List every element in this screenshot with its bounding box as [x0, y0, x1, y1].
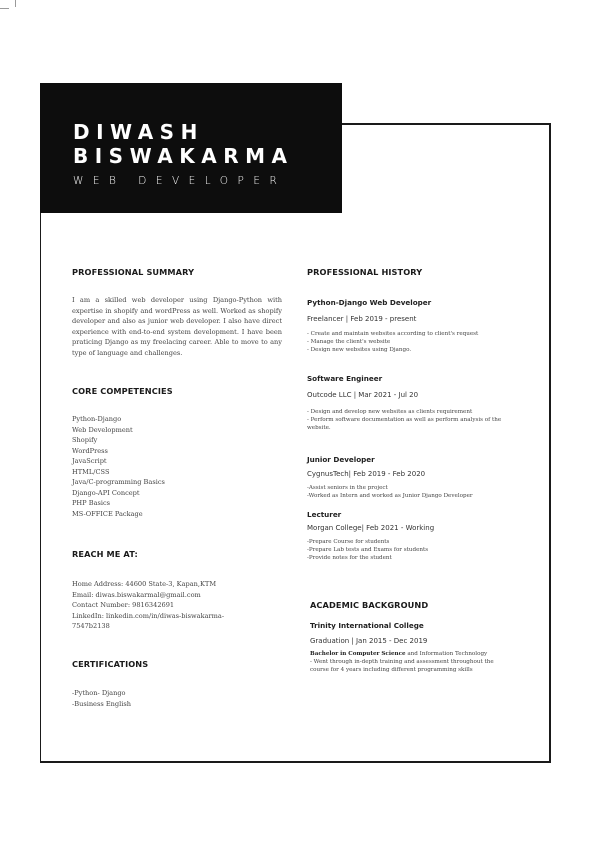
- summary-heading: PROFESSIONAL SUMMARY: [72, 267, 195, 277]
- name-header: [40, 83, 342, 213]
- school-name: Trinity International College: [310, 621, 424, 630]
- list-item: JavaScript: [72, 457, 107, 465]
- job-title-4: Lecturer: [307, 510, 342, 519]
- competencies-heading: CORE COMPETENCIES: [72, 386, 173, 396]
- crop-mark-vertical: [15, 0, 16, 7]
- list-item: Django-API Concept: [72, 488, 140, 497]
- list-item: - Create and maintain websites according to client's request: [307, 331, 479, 337]
- email-text: Email: diwas.biswakarmal@gmail.com: [72, 590, 201, 599]
- list-item: - Design new websites using Django.: [307, 347, 412, 353]
- degree-name: Bachelor in Computer Science: [310, 651, 406, 657]
- last-name: BISWAKARMA: [73, 144, 294, 168]
- list-item: Java/C-programming Basics: [72, 478, 165, 486]
- first-name: DIWASH: [73, 120, 204, 144]
- list-item: - Design and develop new websites as clients requirement: [307, 409, 473, 415]
- list-item: -Worked as Intern and worked as Junior Django Developer: [307, 493, 473, 499]
- job-meta-4: Morgan College| Feb 2021 - Working: [307, 524, 435, 532]
- linkedin-text: LinkedIn: linkedin.com/in/diwas-biswakarma-: [72, 611, 225, 620]
- list-item: MS-OFFICE Package: [72, 509, 143, 518]
- list-item: course for 4 years including different programming skills: [310, 667, 473, 673]
- job-title-1: Python-Django Web Developer: [307, 298, 432, 307]
- education-heading: ACADEMIC BACKGROUND: [310, 600, 429, 610]
- phone-text: Contact Number: 9816342691: [72, 601, 175, 609]
- degree-line: [310, 650, 540, 658]
- competencies-list: [72, 414, 282, 519]
- list-item: PHP Basics: [72, 499, 111, 507]
- list-item: Web Development: [72, 425, 133, 434]
- job-title-2: Software Engineer: [307, 374, 383, 383]
- degree-rest: and Information Technology: [405, 651, 488, 657]
- list-item: -Provide notes for the student: [307, 555, 392, 561]
- job-meta-3: CygnusTech| Feb 2019 - Feb 2020: [307, 470, 426, 478]
- list-item: website.: [307, 425, 331, 431]
- list-item: HTML/CSS: [72, 467, 110, 476]
- job-bullets-3: [307, 484, 537, 500]
- job-bullets-4: [307, 538, 537, 562]
- history-heading: PROFESSIONAL HISTORY: [307, 267, 423, 277]
- certifications-heading: CERTIFICATIONS: [72, 659, 149, 669]
- certifications-list: [72, 688, 282, 709]
- list-item: - Manage the client's website: [307, 339, 391, 345]
- list-item: - Perform software documentation as well as perform analysis of the: [307, 417, 502, 423]
- contact-heading: REACH ME AT:: [72, 549, 138, 559]
- contact-block: [72, 579, 287, 632]
- linkedin-text-cont: 7547b2138: [72, 622, 110, 630]
- job-meta-1: Freelancer | Feb 2019 - present: [307, 315, 417, 323]
- education-meta: Graduation | Jan 2015 - Dec 2019: [310, 637, 428, 645]
- list-item: Python-Django: [72, 415, 122, 423]
- summary-text: I am a skilled web developer using Django-Python with expertise in shopify and wordPress as well. Worked as shopify developer and also as junior web developer. I also have direct experience with end-to-end system development. I have been praticing Django as my freelacing career. Able to move to any type of language and challenges.: [72, 296, 282, 357]
- list-item: -Prepare Lab tests and Exams for students: [307, 547, 429, 553]
- list-item: -Assist seniors in the project: [307, 485, 388, 491]
- job-bullets-1: [307, 330, 537, 354]
- job-bullets-2: [307, 408, 537, 432]
- list-item: WordPress: [72, 446, 108, 455]
- job-meta-2: Outcode LLC | Mar 2021 - Jul 20: [307, 391, 419, 399]
- list-item: -Business English: [72, 699, 131, 708]
- home-address: Home Address: 44600 State-3, Kapan,KTM: [72, 580, 217, 588]
- list-item: -Python- Django: [72, 689, 126, 697]
- list-item: - Went through in-depth training and assessment throughout the: [310, 659, 494, 665]
- education-details: [310, 650, 540, 674]
- crop-mark-horizontal: [0, 8, 9, 9]
- list-item: Shopify: [72, 436, 98, 444]
- list-item: -Prepare Course for students: [307, 539, 390, 545]
- job-title: WEB DEVELOPER: [73, 175, 287, 187]
- job-title-3: Junior Developer: [307, 455, 375, 464]
